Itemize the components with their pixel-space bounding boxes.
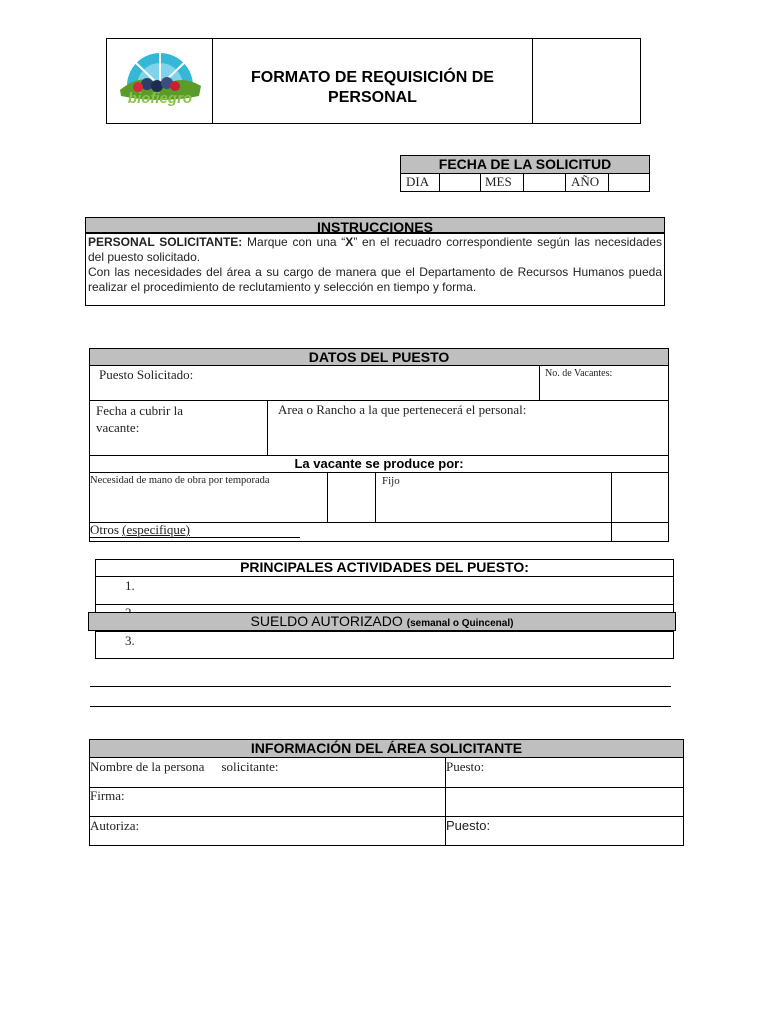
form-title-line2: PERSONAL	[328, 89, 417, 106]
actividad-input-3[interactable]	[140, 632, 673, 658]
instrucciones-paragraph-1: PERSONAL SOLICITANTE: Marque con una “X” en el recuadro correspondiente según las necesidades del puesto solicitado.	[88, 235, 662, 264]
fecha-anio-input[interactable]	[609, 174, 649, 191]
autoriza-input[interactable]	[145, 817, 444, 845]
fecha-dia-input[interactable]	[440, 174, 480, 191]
nombre-label: Nombre de la persona solicitante:	[90, 759, 279, 774]
actividad-item-3: 3.	[125, 633, 135, 648]
datos-rule	[89, 472, 669, 473]
otros-hint: (especifique)	[122, 522, 190, 537]
sueldo-bar	[88, 612, 676, 631]
fijo-checkbox[interactable]	[612, 473, 668, 522]
puesto-2-input[interactable]	[495, 817, 683, 845]
actividades-rule	[95, 604, 674, 605]
puesto-1-label: Puesto:	[446, 759, 485, 774]
vacantes-label: No. de Vacantes:	[545, 368, 613, 379]
puesto-label: Puesto Solicitado:	[99, 367, 194, 382]
puesto-2-label: Puesto:	[446, 818, 491, 833]
sueldo-note: (semanal o Quincenal)	[406, 618, 514, 629]
sueldo-title: SUELDO AUTORIZADO	[250, 613, 403, 629]
vacantes-input[interactable]	[540, 381, 668, 399]
area-info-title: INFORMACIÓN DEL ÁREA SOLICITANTE	[89, 739, 684, 758]
datos-title: DATOS DEL PUESTO	[89, 348, 669, 366]
actividades-title: PRINCIPALES ACTIVIDADES DEL PUESTO:	[240, 559, 529, 575]
fecha-title: FECHA DE LA SOLICITUD	[400, 155, 650, 174]
company-logo	[115, 46, 205, 116]
fecha-cubrir-label: Fecha a cubrir la vacante:	[96, 403, 183, 435]
datos-rule	[89, 400, 669, 401]
produce-label: La vacante se produce por:	[294, 456, 464, 471]
fecha-mes-input[interactable]	[524, 174, 565, 191]
puesto-input[interactable]	[90, 382, 538, 399]
fecha-sep	[565, 173, 566, 192]
fecha-sep	[480, 173, 481, 192]
firma-label: Firma:	[90, 788, 125, 803]
sueldo-line-1[interactable]	[90, 686, 671, 687]
otros-label: Otros (especifique)	[90, 523, 300, 538]
temporada-checkbox[interactable]	[328, 473, 375, 522]
actividad-input-1[interactable]	[140, 577, 673, 603]
area-label: Area o Rancho a la que pertenecerá el personal:	[278, 402, 527, 417]
form-title-line1: FORMATO DE REQUISICIÓN DE	[251, 69, 494, 86]
fecha-mes-label: MES	[485, 174, 512, 189]
datos-rule	[375, 472, 376, 523]
instrucciones-paragraph-2: Con las necesidades del área a su cargo de manera que el Departamento de Recursos Humanos pueda realizar el procedimiento de reclutamiento y selección en tiempo y forma.	[88, 265, 662, 294]
instrucciones-lead: PERSONAL SOLICITANTE:	[88, 235, 243, 249]
firma-right-input[interactable]	[446, 788, 683, 815]
temporada-label: Necesidad de mano de obra por temporada	[90, 475, 270, 486]
header-divider	[532, 38, 533, 124]
mark-x: X	[345, 235, 354, 249]
fijo-label: Fijo	[382, 475, 400, 487]
fecha-dia-label: DIA	[406, 174, 430, 189]
firma-input[interactable]	[130, 788, 444, 815]
actividad-item-1: 1.	[125, 578, 135, 593]
fecha-anio-label: AÑO	[571, 174, 600, 189]
form-title	[213, 68, 532, 108]
puesto-1-input[interactable]	[446, 773, 683, 786]
area-input[interactable]	[268, 420, 668, 454]
autoriza-label: Autoriza:	[90, 818, 140, 833]
otros-input[interactable]	[300, 524, 610, 541]
sueldo-line-2[interactable]	[90, 706, 671, 707]
nombre-input[interactable]	[90, 773, 444, 786]
instrucciones-body	[85, 233, 665, 306]
logo-text: biofiegro	[127, 90, 193, 107]
instrucciones-title: INSTRUCCIONES	[85, 217, 665, 233]
